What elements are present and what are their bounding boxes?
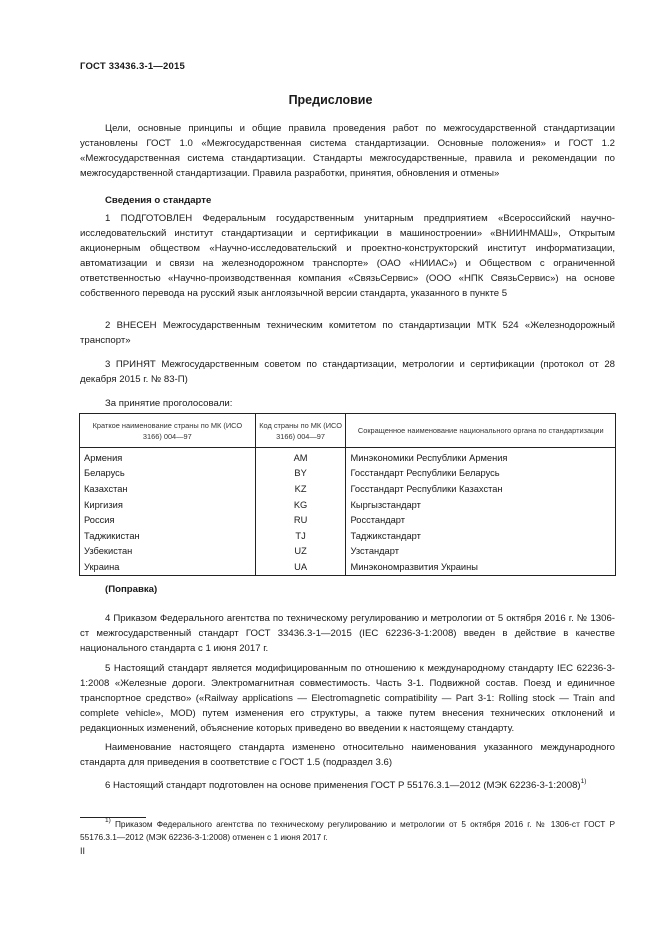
voting-table — [79, 413, 616, 576]
code-cell: KZ — [255, 481, 346, 497]
vote-label: За принятие проголосовали: — [105, 398, 233, 409]
code-cell: UA — [255, 559, 346, 575]
column-header-body: Сокращенное наименование национального органа по стандартизации — [346, 414, 616, 448]
table-header-row — [80, 414, 616, 448]
body-cell: Госстандарт Республики Беларусь — [346, 466, 616, 482]
footnote-mark: 1) — [105, 817, 111, 825]
item-4-text: 4 Приказом Федерального агентства по техническому регулированию и метрологии от 5 октября 2016 г. № 1306-ст межгосударственный стандарт ГОСТ 33436.3-1—2015 (IEC 62236-3-1:2008) введен в действие в качестве национального стандарта с 1 июня 2017 г. — [80, 613, 615, 655]
item-5-naming-paragraph — [80, 740, 615, 770]
item-2-paragraph — [80, 318, 615, 348]
table-row — [80, 497, 616, 513]
body-cell: Кыргызстандарт — [346, 497, 616, 513]
country-cell: Россия — [80, 512, 256, 528]
item-5-text: 5 Настоящий стандарт является модифицированным по отношению к международному стандарту IEC 62236-3-1:2008 «Железные дороги. Электромагнитная совместимость. Часть 3-1. Подвижной состав. Поезд и единичное транспортное средство» («Railway applications — Electromagnetic compatibility — Part 3-1: Rolling stock — Train and complete vehicle», MOD) путем изменения его структуры, а также путем внесения технических отклонений и редакционных изменений, объяснение которых приведено во введении к настоящему стандарту. — [80, 663, 615, 735]
body-cell: Госстандарт Республики Казахстан — [346, 481, 616, 497]
code-cell: BY — [255, 466, 346, 482]
section-heading — [80, 193, 615, 208]
country-cell: Армения — [80, 448, 256, 466]
country-cell: Узбекистан — [80, 544, 256, 560]
code-cell: UZ — [255, 544, 346, 560]
country-cell: Беларусь — [80, 466, 256, 482]
code-cell: RU — [255, 512, 346, 528]
amendment-note — [80, 582, 615, 597]
table-row — [80, 481, 616, 497]
page-number: II — [80, 846, 86, 856]
item-4-paragraph — [80, 611, 615, 656]
footnote-reference: 1) — [580, 777, 587, 785]
section-heading-text: Сведения о стандарте — [105, 195, 212, 206]
item-5-naming-text: Наименование настоящего стандарта изменено относительно наименования указанного международного стандарта для приведения в соответствие с ГОСТ 1.5 (подраздел 3.6) — [80, 742, 615, 769]
item-1-paragraph — [80, 211, 615, 302]
item-2-text: 2 ВНЕСЕН Межгосударственным техническим комитетом по стандартизации МТК 524 «Железнодорожный транспорт» — [80, 320, 615, 347]
country-cell: Киргизия — [80, 497, 256, 513]
intro-paragraph — [80, 121, 615, 181]
table-row — [80, 448, 616, 466]
code-cell: AM — [255, 448, 346, 466]
column-header-country: Краткое наименование страны по МК (ИСО 3166) 004—97 — [80, 414, 256, 448]
table-row — [80, 512, 616, 528]
country-cell: Казахстан — [80, 481, 256, 497]
body-cell: Узстандарт — [346, 544, 616, 560]
body-cell: Минэкономразвития Украины — [346, 559, 616, 575]
body-cell: Минэкономики Республики Армения — [346, 448, 616, 466]
table-row — [80, 559, 616, 575]
item-6-paragraph — [80, 778, 615, 793]
footnote-text: Приказом Федерального агентства по техническому регулированию и метрологии от 5 октября 2016 г. № 1306-ст ГОСТ Р 55176.3.1—2012 (МЭК 62236-3-1:2008) отменен с 1 июня 2017 г. — [80, 819, 615, 842]
table-row — [80, 466, 616, 482]
country-cell: Таджикистан — [80, 528, 256, 544]
body-cell: Росстандарт — [346, 512, 616, 528]
item-5-paragraph — [80, 661, 615, 736]
code-cell: KG — [255, 497, 346, 513]
item-6-text: 6 Настоящий стандарт подготовлен на основе применения ГОСТ Р 55176.3.1—2012 (МЭК 62236-3-1:2008) — [105, 780, 581, 791]
column-header-code: Код страны по МК (ИСО 3166) 004—97 — [255, 414, 346, 448]
table-row — [80, 528, 616, 544]
page-title: Предисловие — [288, 93, 373, 107]
table-row — [80, 544, 616, 560]
country-cell: Украина — [80, 559, 256, 575]
vote-label-paragraph — [80, 396, 615, 411]
item-1-text: 1 ПОДГОТОВЛЕН Федеральным государственным унитарным предприятием «Всероссийский научно-исследовательский институт стандартизации и сертификации в машиностроении» «ВНИИНМАШ», Открытым акционерным обществом «Научно-исследовательский и проектно-конструкторский институт информатизации, автоматизации и связи на железнодорожном транспорте» (ОАО «НИИАС») и Обществом с ограниченной ответственностью «Научно-производственная компания «СвязьСервис» (ООО «НПК СвязьСервис») на основе собственного перевода на русский язык англоязычной версии стандарта, указанного в пункте 5 — [80, 213, 615, 300]
footnote — [80, 818, 615, 844]
amendment-text: (Поправка) — [105, 584, 158, 595]
code-cell: TJ — [255, 528, 346, 544]
intro-text: Цели, основные принципы и общие правила проведения работ по межгосударственной стандартизации установлены ГОСТ 1.0 «Межгосударственная система стандартизации. Основные положения» и ГОСТ 1.2 «Межгосударственная система стандартизации. Стандарты межгосударственные, правила и рекомендации по межгосударственной стандартизации. Правила разработки, принятия, обновления и отмены» — [80, 123, 615, 180]
document-code-header: ГОСТ 33436.3-1—2015 — [80, 61, 185, 72]
item-3-paragraph — [80, 357, 615, 387]
body-cell: Таджикстандарт — [346, 528, 616, 544]
item-3-text: 3 ПРИНЯТ Межгосударственным советом по стандартизации, метрологии и сертификации (протокол от 28 декабря 2015 г. № 83-П) — [80, 359, 615, 386]
